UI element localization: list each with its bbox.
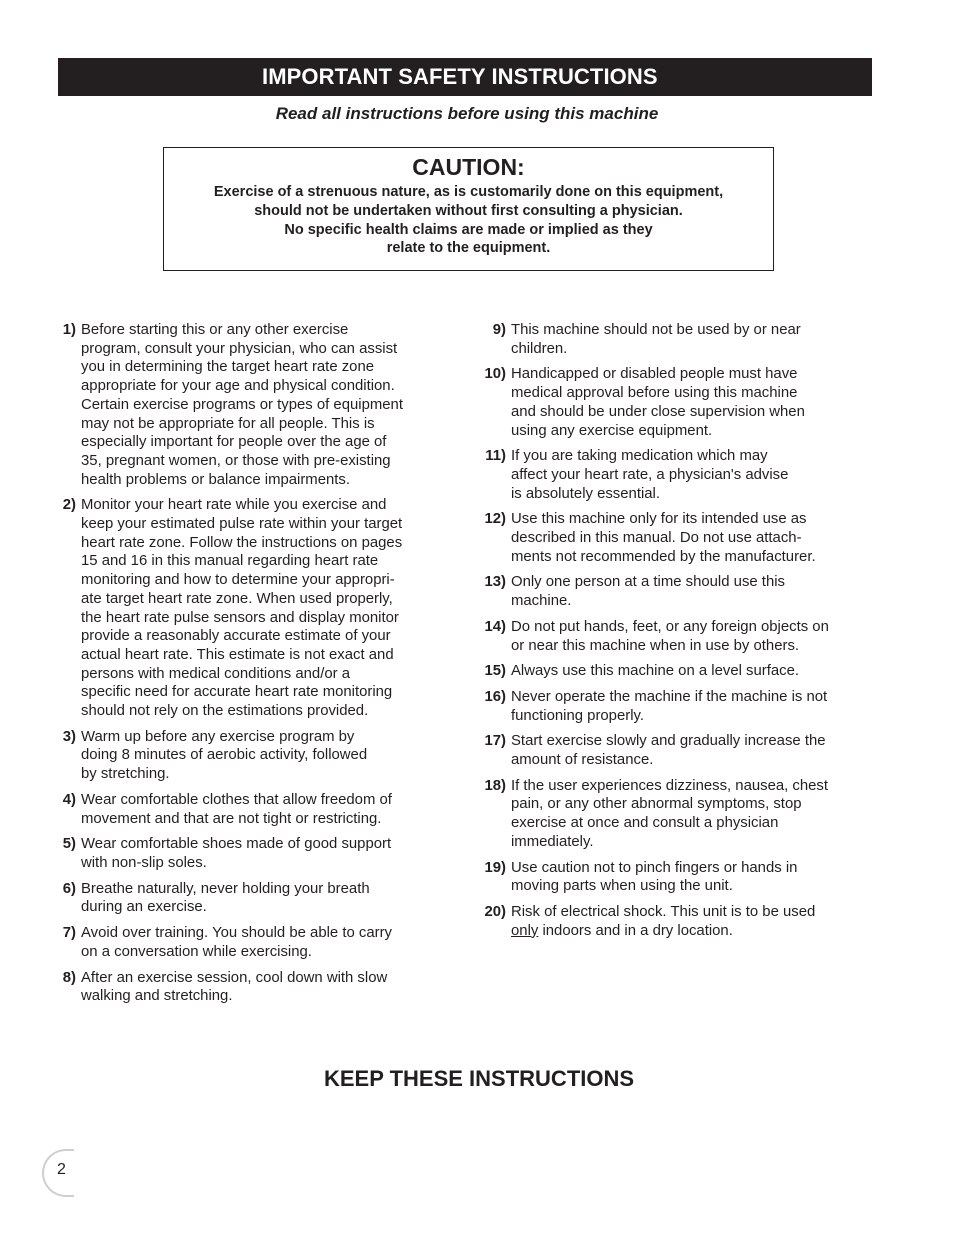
item-text: Wear comfortable shoes made of good support with non-slip soles. — [81, 836, 392, 871]
item-text: Wear comfortable clothes that allow freedom of movement and that are not tight or restricting. — [81, 791, 392, 827]
item-number: 18) — [484, 777, 506, 794]
instruction-item — [58, 321, 448, 489]
item-text — [511, 903, 876, 940]
instruction-item — [58, 924, 448, 961]
item-number: 7) — [62, 925, 76, 942]
item-text-line: Risk of electrical shock. This unit is to be used — [511, 903, 816, 920]
page-number: 2 — [57, 1161, 66, 1178]
page-title: IMPORTANT SAFETY INSTRUCTIONS — [262, 64, 658, 89]
item-text: This machine should not be used by or near children. — [511, 322, 801, 357]
item-number: 4) — [62, 791, 76, 808]
item-text: Breathe naturally, never holding your breath during an exercise. — [81, 880, 370, 916]
item-number: 10) — [484, 366, 506, 383]
caution-title: CAUTION: — [412, 154, 525, 180]
instruction-item — [476, 662, 876, 681]
item-text: Always use this machine on a level surface. — [511, 663, 800, 680]
instruction-item — [58, 496, 448, 720]
item-text: Monitor your heart rate while you exercise and keep your estimated pulse rate within your target heart rate zone. Follow the instructions on pages 15 and 16 in this manual regarding heart rate monitoring and how to determine your appropri- ate target heart rate zone. When used properly, the heart rate pulse sensors and display monitor provide a reasonably accurate estimate of your actual heart rate. This estimate is not exact and persons with medical conditions and/or a specific need for accurate heart rate monitoring should not rely on the estimations provided. — [81, 497, 403, 720]
emphasis-text: only — [511, 922, 539, 939]
instruction-item — [476, 903, 876, 940]
item-number: 6) — [62, 880, 76, 897]
item-number: 12) — [484, 511, 506, 528]
item-text: Warm up before any exercise program by doing 8 minutes of aerobic activity, followed by stretching. — [81, 728, 368, 783]
footer-title: KEEP THESE INSTRUCTIONS — [323, 1066, 635, 1091]
item-number: 5) — [62, 836, 76, 853]
item-text: If you are taking medication which may affect your heart rate, a physician's advise is absolutely essential. — [511, 448, 789, 502]
instruction-item — [58, 969, 448, 1006]
instruction-item — [476, 859, 876, 896]
instruction-item — [476, 688, 876, 725]
item-text: Never operate the machine if the machine is not functioning properly. — [511, 688, 828, 724]
instruction-item — [58, 728, 448, 784]
item-number: 8) — [62, 969, 76, 986]
instructions-left-column — [58, 321, 448, 1013]
caution-line: No specific health claims are made or implied as they — [284, 221, 653, 238]
item-number: 19) — [484, 859, 506, 876]
item-number: 14) — [484, 618, 506, 635]
item-number: 9) — [492, 322, 506, 338]
item-text-rest: indoors and in a dry location. — [538, 922, 733, 939]
instructions-right-column — [476, 321, 876, 947]
instruction-item — [476, 573, 876, 610]
item-number: 20) — [484, 903, 506, 920]
instruction-item — [476, 732, 876, 769]
instruction-item — [58, 880, 448, 917]
instruction-item — [476, 321, 876, 358]
instruction-item — [476, 447, 876, 503]
item-number: 13) — [484, 574, 506, 591]
instruction-item — [58, 791, 448, 828]
header-bar — [58, 58, 872, 96]
instruction-item — [476, 365, 876, 440]
item-number: 15) — [484, 663, 506, 680]
item-text: After an exercise session, cool down with slow walking and stretching. — [81, 969, 388, 1005]
item-text: Use this machine only for its intended use as described in this manual. Do not use attach- ments not recommended by the manufacturer. — [511, 511, 816, 565]
caution-line: relate to the equipment. — [386, 240, 551, 257]
item-number: 3) — [62, 728, 76, 745]
item-number: 1) — [62, 322, 76, 338]
item-text: Before starting this or any other exercise program, consult your physician, who can assist you in determining the target heart rate zone appropriate for your age and physical condition. Certain exercise programs or types of equipment may not be appropriate for all people. This is especially important for people over the age of 35, pregnant women, or those with pre-existing health problems or balance impairments. — [81, 322, 403, 488]
item-text: Use caution not to pinch fingers or hands in moving parts when using the unit. — [511, 859, 798, 895]
item-number: 16) — [484, 688, 506, 705]
instruction-item — [476, 618, 876, 655]
item-text: Start exercise slowly and gradually increase the amount of resistance. — [511, 733, 826, 769]
caution-line: Exercise of a strenuous nature, as is customarily done on this equipment, — [213, 184, 724, 200]
caution-line: should not be undertaken without first consulting a physician. — [254, 202, 683, 219]
item-text: Handicapped or disabled people must have medical approval before using this machine and should be under close supervision when using any exercise equipment. — [511, 366, 805, 439]
item-number: 11) — [485, 448, 506, 465]
item-text: Do not put hands, feet, or any foreign objects on or near this machine when in use by others. — [511, 618, 829, 654]
item-number: 17) — [484, 733, 506, 750]
caution-box — [163, 147, 774, 271]
instruction-item — [476, 777, 876, 852]
item-text: Avoid over training. You should be able to carry on a conversation while exercising. — [81, 925, 392, 960]
instruction-item — [58, 835, 448, 872]
item-number: 2) — [62, 497, 76, 514]
item-text: If the user experiences dizziness, nausea, chest pain, or any other abnormal symptoms, stop exercise at once and consult a physician immediately. — [511, 777, 829, 850]
item-text: Only one person at a time should use this machine. — [511, 574, 785, 610]
instruction-item — [476, 510, 876, 566]
subtitle: Read all instructions before using this machine — [275, 104, 659, 123]
